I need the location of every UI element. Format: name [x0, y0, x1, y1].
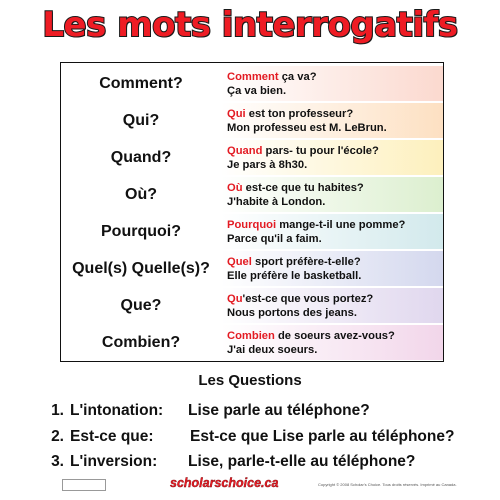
- question-rest: est ton professeur?: [245, 107, 354, 120]
- highlighted-word: Qu: [227, 292, 243, 305]
- question-label: L'inversion:: [70, 453, 158, 470]
- example-box: [221, 140, 443, 175]
- example-box: [221, 325, 443, 360]
- example-answer: Je pars à 8h30.: [227, 158, 308, 171]
- poster-title: Les mots interrogatifs: [42, 5, 458, 45]
- question-rest: sport préfère-t-elle?: [251, 255, 361, 268]
- publisher-logo: scholarschoice.ca: [170, 476, 279, 490]
- example-answer: Parce qu'il a faim.: [227, 232, 322, 245]
- example-answer: Mon professeu est M. LeBrun.: [227, 121, 387, 134]
- example-question: [227, 181, 443, 195]
- example-question: [227, 255, 443, 269]
- table-row: [61, 287, 443, 324]
- example-question: [227, 107, 443, 121]
- questions-heading: Les Questions: [198, 372, 302, 389]
- example-box: [221, 177, 443, 212]
- table-row: [61, 250, 443, 287]
- example-question: [227, 292, 443, 306]
- question-item-3: [42, 451, 415, 473]
- example-answer: Ça va bien.: [227, 84, 287, 97]
- interrogative-word: Quel(s) Quelle(s)?: [72, 259, 210, 277]
- table-row: [61, 213, 443, 250]
- interrogative-word: Que?: [120, 296, 162, 314]
- example-box: [221, 214, 443, 249]
- question-rest: 'est-ce que vous portez?: [242, 292, 374, 305]
- question-rest: mange-t-il une pomme?: [276, 218, 406, 231]
- interrogative-word: Où?: [125, 185, 157, 203]
- example-box: [221, 251, 443, 286]
- interrogative-word: Comment?: [99, 74, 183, 92]
- question-rest: pars- tu pour l'école?: [262, 144, 379, 157]
- question-label: Est-ce que:: [70, 428, 154, 445]
- question-item-1: [42, 400, 370, 422]
- highlighted-word: Quand: [227, 144, 263, 157]
- question-number: 3.: [51, 453, 64, 470]
- interrogatives-table: [60, 62, 444, 362]
- interrogative-word: Qui?: [122, 111, 160, 129]
- question-rest: est-ce que tu habites?: [242, 181, 364, 194]
- question-example: Lise parle au téléphone?: [188, 402, 370, 419]
- example-answer: Nous portons des jeans.: [227, 306, 357, 319]
- highlighted-word: Pourquoi: [227, 218, 277, 231]
- highlighted-word: Comment: [227, 70, 279, 83]
- interrogative-word: Pourquoi?: [101, 222, 181, 240]
- example-box: [221, 66, 443, 101]
- example-answer: J'ai deux soeurs.: [227, 343, 318, 356]
- table-row: [61, 65, 443, 102]
- question-number: 2.: [51, 428, 64, 445]
- question-rest: ça va?: [278, 70, 317, 83]
- example-box: [221, 288, 443, 323]
- copyright-notice: Copyright © 2008 Scholar's Choice. Tous droits réservés. Imprimé au Canada.: [318, 482, 457, 487]
- question-example: Lise, parle-t-elle au téléphone?: [188, 453, 416, 470]
- table-row: [61, 102, 443, 139]
- question-example: Est-ce que Lise parle au téléphone?: [190, 428, 455, 445]
- highlighted-word: Qui: [227, 107, 246, 120]
- question-label: L'intonation:: [70, 402, 164, 419]
- highlighted-word: Combien: [227, 329, 275, 342]
- example-question: [227, 144, 443, 158]
- question-number: 1.: [51, 402, 64, 419]
- example-answer: Elle préfère le basketball.: [227, 269, 362, 282]
- interrogative-word: Quand?: [110, 148, 172, 166]
- question-item-2: [42, 426, 454, 448]
- table-row: [61, 176, 443, 213]
- example-question: [227, 70, 443, 84]
- highlighted-word: Quel: [227, 255, 252, 268]
- blank-label-box: [62, 479, 106, 491]
- highlighted-word: Où: [227, 181, 243, 194]
- example-box: [221, 103, 443, 138]
- example-answer: J'habite à London.: [227, 195, 326, 208]
- interrogative-word: Combien?: [101, 333, 181, 351]
- example-question: [227, 329, 443, 343]
- table-row: [61, 324, 443, 361]
- question-rest: de soeurs avez-vous?: [274, 329, 395, 342]
- example-question: [227, 218, 443, 232]
- table-row: [61, 139, 443, 176]
